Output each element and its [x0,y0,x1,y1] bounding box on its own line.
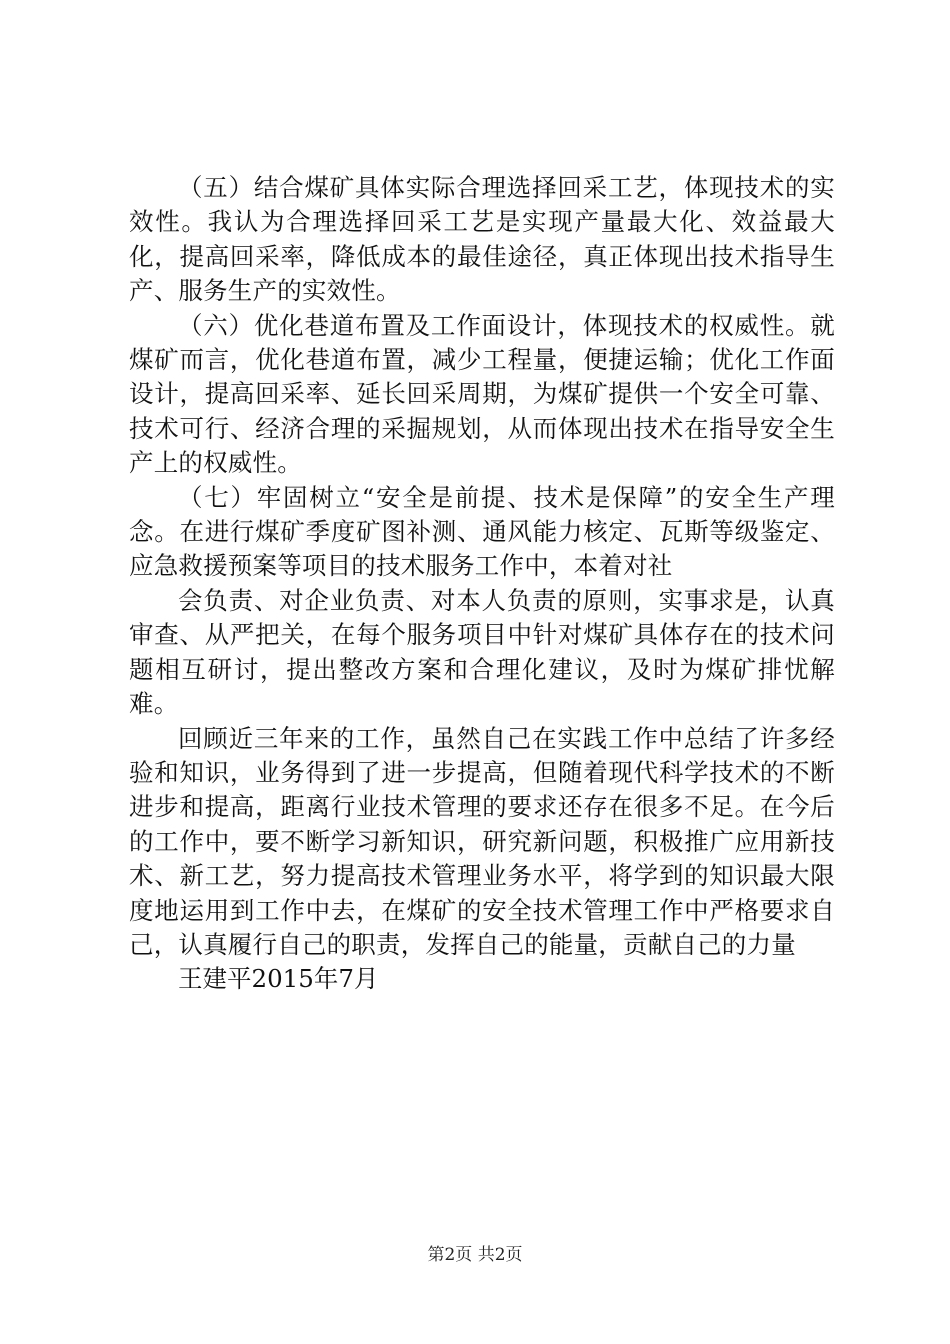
page-footer: 第2页 共2页 [427,1245,523,1265]
document-body [129,171,835,997]
paragraph-seven-continued: 会负责、对企业负责、对本人负责的原则，实事求是，认真审查、从严把关，在每个服务项目中针对煤矿具体存在的技术问题相互研讨，提出整改方案和合理化建议，及时为煤矿排忧解难。 [129,585,835,719]
paragraph-five: （五）结合煤矿具体实际合理选择回采工艺，体现技术的实效性。我认为合理选择回采工艺是实现产量最大化、效益最大化，提高回采率，降低成本的最佳途径，真正体现出技术指导生产、服务生产的实效性。 [129,173,835,306]
paragraph-review: 回顾近三年来的工作，虽然自己在实践工作中总结了许多经验和知识，业务得到了进一步提高，但随着现代科学技术的不断进步和提高，距离行业技术管理的要求还存在很多不足。在今后的工作中，要不断学习新知识，研究新问题，积极推广应用新技术、新工艺，努力提高技术管理业务水平，将学到的知识最大限度地运用到工作中去，在煤矿的安全技术管理工作中严格要求自己，认真履行自己的职责，发挥自己的能量，贡献自己的力量 [129,723,835,959]
signature-line: 王建平2015年7月 [178,964,379,994]
paragraph-seven: （七）牢固树立“安全是前提、技术是保障”的安全生产理念。在进行煤矿季度矿图补测、通风能力核定、瓦斯等级鉴定、应急救援预案等项目的技术服务工作中，本着对社 [129,482,835,581]
paragraph-six: （六）优化巷道布置及工作面设计，体现技术的权威性。就煤矿而言，优化巷道布置，减少工程量，便捷运输；优化工作面设计，提高回采率、延长回采周期，为煤矿提供一个安全可靠、技术可行、经济合理的采掘规划，从而体现出技术在指导安全生产上的权威性。 [129,310,835,478]
